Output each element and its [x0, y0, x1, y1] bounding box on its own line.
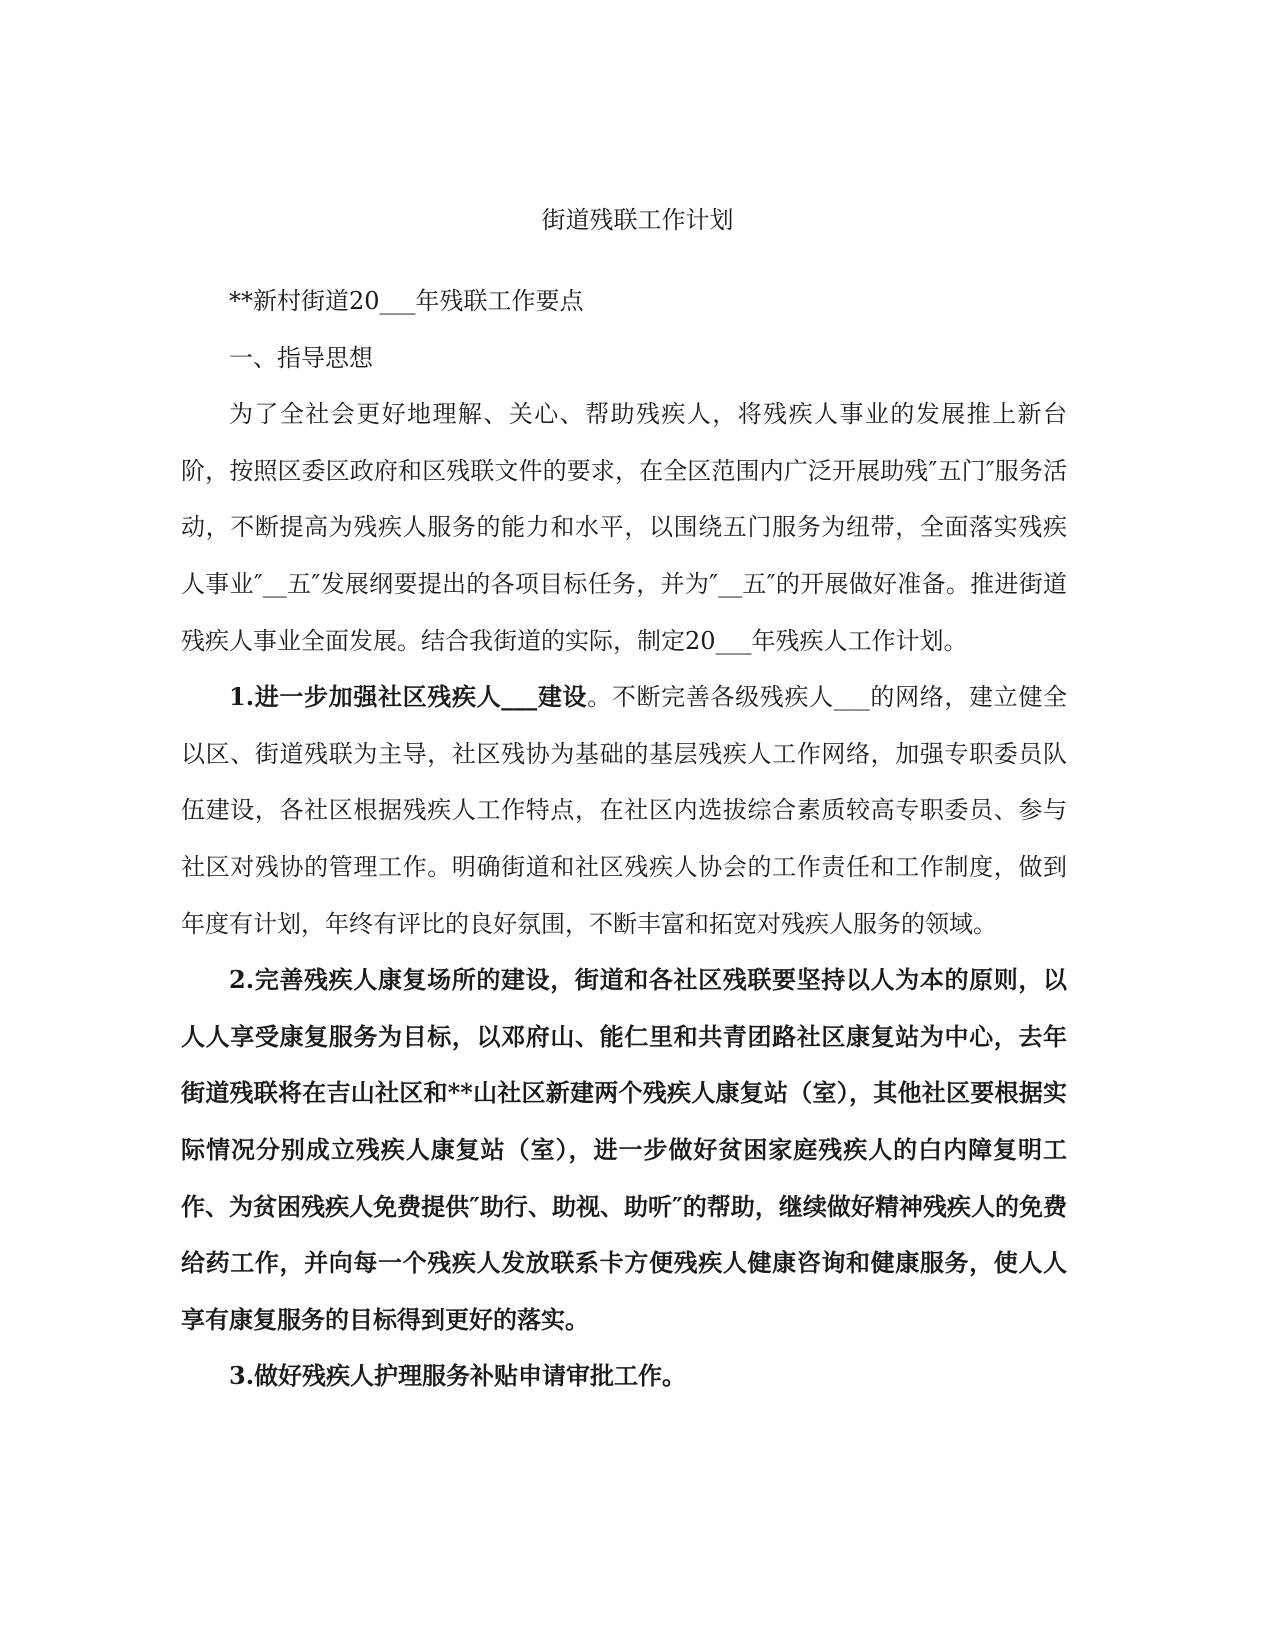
item-3-paragraph: 3.做好残疾人护理服务补贴申请审批工作。 [229, 1361, 687, 1391]
item-1-paragraph [181, 669, 1067, 952]
subtitle-line: **新村街道20___年残联工作要点 [229, 287, 584, 315]
document-title: 街道残联工作计划 [541, 206, 734, 234]
item-1-body: 。不断完善各级残疾人___的网络，建立健全以区、街道残联为主导，社区残协为基础的基层残疾人工作网络，加强专职委员队伍建设，各社区根据残疾人工作特点，在社区内选拔综合素质较高专职委员、参与社区对残协的管理工作。明确街道和社区残疾人协会的工作责任和工作制度，做到年度有计划，年终有评比的良好氛围，不断丰富和拓宽对残疾人服务的领域。 [181, 683, 1067, 938]
item-1-heading: 1.进一步加强社区残疾人___建设 [229, 682, 588, 712]
document-body [181, 273, 1067, 1405]
item-2-paragraph: 2.完善残疾人康复场所的建设，街道和各社区残联要坚持以人为本的原则，以人人享受康复服务为目标，以邓府山、能仁里和共青团路社区康复站为中心，去年街道残联将在吉山社区和**山社区新建两个残疾人康复站（室），其他社区要根据实际情况分别成立残疾人康复站（室），进一步做好贫困家庭残疾人的白内障复明工作、为贫困残疾人免费提供″助行、助视、助听″的帮助，继续做好精神残疾人的免费给药工作，并向每一个残疾人发放联系卡方便残疾人健康咨询和健康服务，使人人享有康复服务的目标得到更好的落实。 [181, 965, 1067, 1334]
intro-paragraph: 为了全社会更好地理解、关心、帮助残疾人，将残疾人事业的发展推上新台阶，按照区委区政府和区残联文件的要求，在全区范围内广泛开展助残″五门″服务活动，不断提高为残疾人服务的能力和水平，以围绕五门服务为纽带，全面落实残疾人事业″__五″发展纲要提出的各项目标任务，并为″__五″的开展做好准备。推进街道残疾人事业全面发展。结合我街道的实际，制定20___年残疾人工作计划。 [181, 400, 1067, 655]
section-heading-guiding-thought: 一、指导思想 [229, 343, 373, 372]
